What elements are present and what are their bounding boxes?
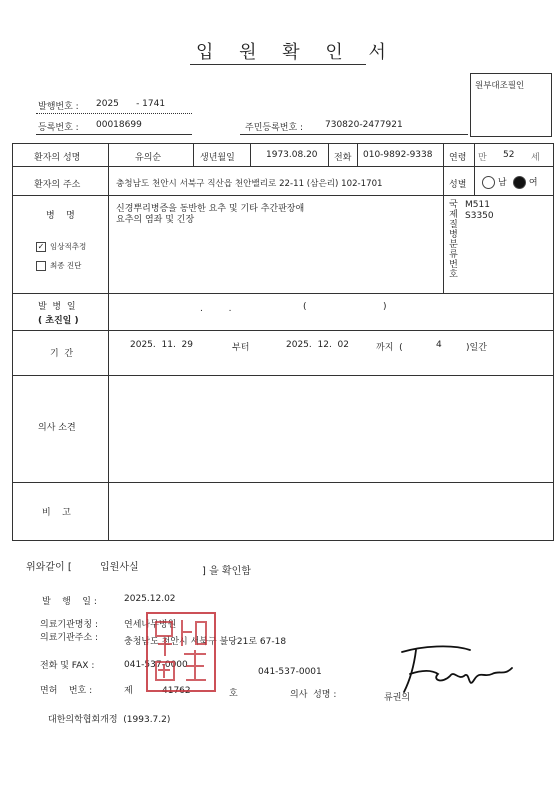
- institution-name-label: 의료기관명칭 :: [40, 620, 99, 630]
- patient-name-value: 유의순: [135, 153, 162, 163]
- approval-stamp-label: 원부대조필인: [475, 81, 525, 91]
- tel-fax-label: 전화 및 FAX :: [40, 661, 95, 671]
- approval-stamp-box: [470, 73, 552, 137]
- dob-value: 1973.08.20: [266, 150, 318, 160]
- rrn-label: 주민등록번호 :: [245, 123, 304, 133]
- dob-label: 생년월일: [200, 153, 235, 163]
- sex-male-option: [482, 175, 507, 189]
- confirm-suffix: ] 을 확인함: [202, 566, 251, 577]
- period-label: 기 간: [50, 349, 74, 359]
- remarks-label: 비 고: [42, 508, 71, 518]
- address-label: 환자의 주소: [34, 180, 81, 190]
- doctor-name-label: 의사 성명 :: [290, 690, 337, 700]
- issue-no-value: 2025 - 1741: [96, 99, 166, 109]
- male-radio-icon: [482, 176, 495, 189]
- license-label: 면허 번호 :: [40, 686, 93, 696]
- male-label: 남: [497, 178, 507, 188]
- period-from: 2025. 11. 29: [130, 340, 193, 350]
- fax-value: 041-537-0001: [258, 667, 322, 677]
- document-title: 입 원 확 인 서: [196, 42, 396, 63]
- issue-date-value: 2025.12.02: [124, 594, 176, 604]
- onset-paren-open: (: [303, 302, 307, 312]
- checkbox-checked-icon: ✓: [37, 242, 45, 251]
- confirm-prefix: 위와같이 [: [26, 562, 72, 573]
- diagnosis-line-1: 신경뿌리병증을 동반한 요추 및 기타 추간판장애: [116, 204, 305, 214]
- period-to-word: 까지 (: [376, 343, 403, 353]
- clinical-estimate-label: 임상적추정: [50, 242, 87, 251]
- onset-paren-close: ): [383, 302, 387, 312]
- disease-code-label: 국제질병분류번호: [447, 199, 457, 279]
- institution-name-value: 연세나무병원: [124, 620, 177, 630]
- form-footer: 대한의학협회개정 (1993.7.2): [48, 715, 171, 725]
- onset-label: 발 병 일: [38, 302, 76, 312]
- institution-address-label: 의료기관주소 :: [40, 633, 99, 643]
- female-label: 여: [528, 178, 538, 188]
- period-to: 2025. 12. 02: [286, 340, 349, 350]
- clinical-estimate-option: [36, 241, 86, 252]
- age-value: 52: [503, 150, 515, 160]
- sex-female-option: [513, 175, 538, 189]
- final-diagnosis-label: 최종 진단: [50, 261, 82, 270]
- issue-no-label: 발행번호 :: [38, 102, 79, 112]
- phone-value: 010-9892-9338: [363, 150, 433, 160]
- age-prefix: 만: [478, 153, 487, 163]
- period-days-suffix: )일간: [466, 343, 487, 353]
- sex-label: 성별: [449, 180, 467, 190]
- period-from-word: 부터: [232, 343, 250, 353]
- title-underline: [190, 64, 366, 65]
- period-days: 4: [436, 340, 442, 350]
- seal-pattern-icon: [148, 614, 214, 690]
- rrn-value: 730820-2477921: [325, 120, 403, 130]
- reg-no-label: 등록번호 :: [38, 123, 79, 133]
- license-value: 41762: [162, 686, 191, 696]
- diagnosis-label: 병 명: [46, 211, 75, 221]
- final-diagnosis-option: [36, 260, 81, 271]
- patient-name-label: 환자의 성명: [34, 153, 81, 163]
- license-suffix: 호: [229, 689, 238, 699]
- checkbox-empty-icon: [36, 261, 46, 271]
- license-prefix: 제: [124, 686, 133, 696]
- confirm-content: 입원사실: [100, 562, 139, 573]
- tel-value: 041-537-0000: [124, 660, 188, 670]
- address-value: 충청남도 천안시 서북구 직산읍 천안밸리로 22-11 (삼은리) 102-1701: [116, 179, 383, 189]
- age-label: 연령: [449, 153, 467, 163]
- onset-sublabel: ( 초진일 ): [38, 316, 79, 326]
- diagnosis-line-2: 요추의 염좌 및 긴장: [116, 215, 195, 225]
- disease-code-2: S3350: [465, 211, 494, 221]
- institution-address-value: 충청남도 천안시 서북구 불당21로 67-18: [124, 637, 287, 647]
- hospital-seal-stamp: [146, 612, 216, 692]
- reg-no-value: 00018699: [96, 120, 142, 130]
- doctor-name-value: 류권의: [384, 693, 411, 703]
- doctor-signature-icon: [392, 640, 532, 700]
- female-radio-icon: [513, 176, 526, 189]
- disease-code-1: M511: [465, 200, 490, 210]
- age-suffix: 세: [531, 153, 540, 163]
- onset-dots: . .: [200, 304, 232, 314]
- phone-label: 전화: [334, 153, 352, 163]
- issue-date-label: 발 행 일 :: [42, 597, 97, 607]
- doctor-opinion-label: 의사 소견: [38, 423, 76, 433]
